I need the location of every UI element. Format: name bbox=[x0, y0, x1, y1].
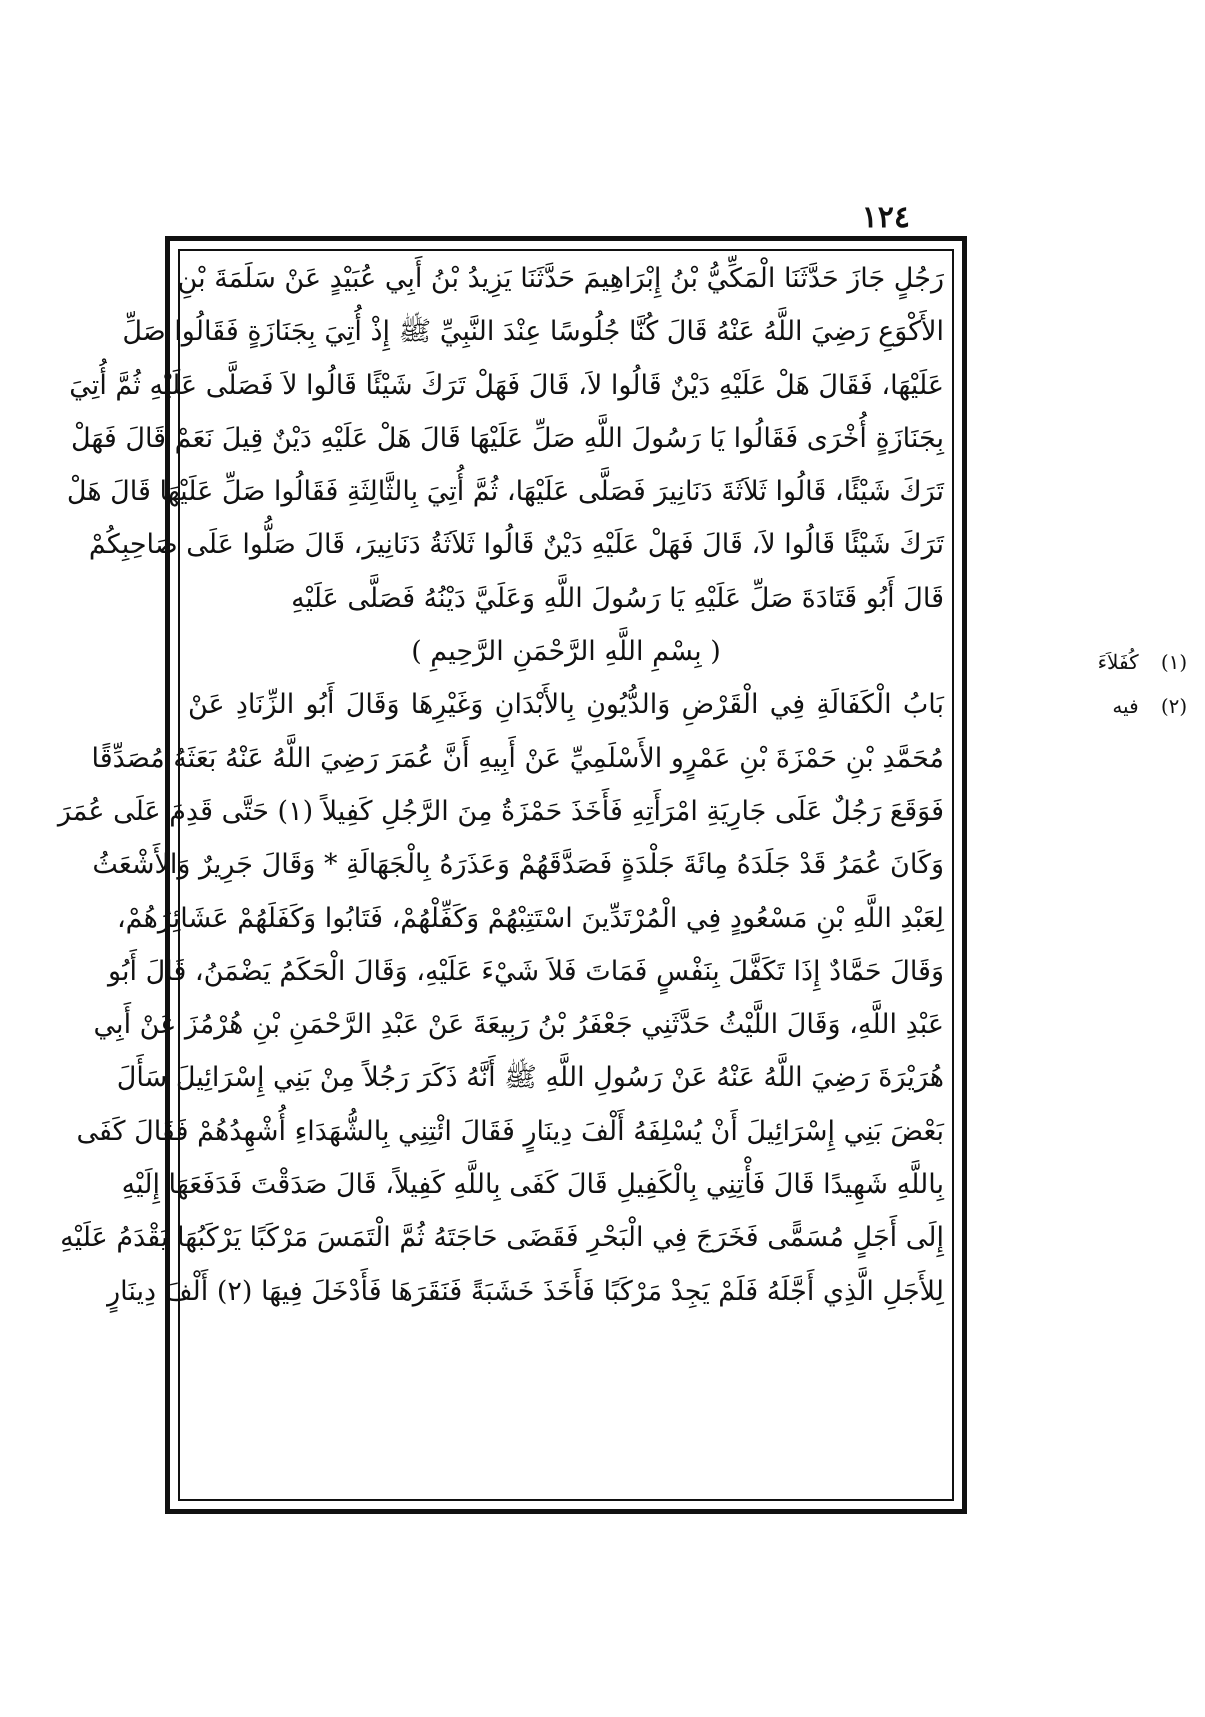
margin-note-text: كُفَلاَءَ bbox=[1097, 650, 1139, 674]
page-number: ١٢٤ bbox=[861, 200, 910, 235]
text-line: بِجَنَازَةٍ أُخْرَى فَقَالُوا يَا رَسُولَ اللَّهِ صَلِّ عَلَيْهَا قَالَ هَلْ عَلَيْهِ دَيْنٌ قِيلَ نَعَمْ قَالَ فَهَلْ bbox=[70, 422, 944, 454]
text-line: تَرَكَ شَيْئًا قَالُوا لاَ، قَالَ فَهَلْ عَلَيْهِ دَيْنٌ قَالُوا ثَلاَثَةُ دَنَانِيرَ، قَالَ صَلُّوا عَلَى صَاحِبِكُمْ bbox=[88, 529, 944, 561]
chapter-heading-line: بَابُ الْكَفَالَةِ فِي الْقَرْضِ وَالدُّيُونِ بِالأَبْدَانِ وَغَيْرِهَا وَقَالَ أَبُو الزِّنَادِ عَنْ bbox=[188, 689, 944, 721]
margin-note-text: فيه bbox=[1112, 694, 1139, 718]
margin-notes bbox=[925, 640, 1195, 728]
text-line: الأَكْوَعِ رَضِيَ اللَّهُ عَنْهُ قَالَ كُنَّا جُلُوسًا عِنْدَ النَّبِيِّ ﷺ إِذْ أُتِيَ بِجَنَازَةٍ فَقَالُوا صَلِّ bbox=[122, 316, 944, 348]
text-line: لِلأَجَلِ الَّذِي أَجَّلَهُ فَلَمْ يَجِدْ مَرْكَبًا فَأَخَذَ خَشَبَةً فَنَقَرَهَا فَأَدْخَلَ فِيهَا (٢) أَلْفَ دِينَارٍ bbox=[107, 1275, 944, 1307]
margin-note bbox=[925, 640, 1195, 684]
text-line: قَالَ أَبُو قَتَادَةَ صَلِّ عَلَيْهِ يَا رَسُولَ اللَّهِ وَعَلَيَّ دَيْنُهُ فَصَلَّى عَلَيْهِ bbox=[291, 582, 944, 614]
text-line: مُحَمَّدِ بْنِ حَمْزَةَ بْنِ عَمْرٍو الأَسْلَمِيِّ عَنْ أَبِيهِ أَنَّ عُمَرَ رَضِيَ اللَّهُ عَنْهُ بَعَثَهُ مُصَدِّقًا bbox=[91, 742, 944, 774]
text-line: بِاللَّهِ شَهِيدًا قَالَ فَأْتِنِي بِالْكَفِيلِ قَالَ كَفَى بِاللَّهِ كَفِيلاً، قَالَ صَدَقْتَ فَدَفَعَهَا إِلَيْهِ bbox=[121, 1169, 944, 1201]
text-line: وَكَانَ عُمَرُ قَدْ جَلَدَهُ مِائَةَ جَلْدَةٍ فَصَدَّقَهُمْ وَعَذَرَهُ بِالْجَهَالَةِ * وَقَالَ جَرِيرٌ وَالأَشْعَثُ bbox=[92, 849, 944, 881]
text-line: عَلَيْهَا، فَقَالَ هَلْ عَلَيْهِ دَيْنٌ قَالُوا لاَ، قَالَ فَهَلْ تَرَكَ شَيْئًا قَالُوا لاَ فَصَلَّى عَلَيْهِ ثُمَّ أُتِيَ bbox=[69, 369, 944, 401]
text-line: تَرَكَ شَيْئًا، قَالُوا ثَلاَثَةَ دَنَانِيرَ فَصَلَّى عَلَيْهَا، ثُمَّ أُتِيَ بِالثَّالِثَةِ فَقَالُوا صَلِّ عَلَيْهَا قَالَ هَلْ bbox=[66, 476, 944, 508]
text-line: إِلَى أَجَلٍ مُسَمًّى فَخَرَجَ فِي الْبَحْرِ فَقَضَى حَاجَتَهُ ثُمَّ الْتَمَسَ مَرْكَبًا يَرْكَبُهَا يَقْدَمُ عَلَيْهِ bbox=[60, 1222, 944, 1254]
margin-note-number: (٢) bbox=[1160, 694, 1188, 718]
basmala-line: ( بِسْمِ اللَّهِ الرَّحْمَنِ الرَّحِيمِ ) bbox=[411, 636, 721, 668]
text-line: لِعَبْدِ اللَّهِ بْنِ مَسْعُودٍ فِي الْمُرْتَدِّينَ اسْتَتِبْهُمْ وَكَفِّلْهُمْ، فَتَابُوا وَكَفَلَهُمْ عَشَائِرُهُمْ، bbox=[116, 902, 944, 934]
margin-note bbox=[925, 684, 1195, 728]
text-line: فَوَقَعَ رَجُلٌ عَلَى جَارِيَةِ امْرَأَتِهِ فَأَخَذَ حَمْزَةُ مِنَ الرَّجُلِ كَفِيلاً (١) حَتَّى قَدِمَ عَلَى عُمَرَ bbox=[57, 795, 944, 827]
main-text bbox=[57, 252, 944, 1318]
margin-note-number: (١) bbox=[1160, 650, 1188, 674]
text-line: رَجُلٍ جَازَ حَدَّثَنَا الْمَكِّيُّ بْنُ إِبْرَاهِيمَ حَدَّثَنَا يَزِيدُ بْنُ أَبِي عُبَيْدٍ عَنْ سَلَمَةَ بْنِ bbox=[177, 263, 944, 294]
text-line: بَعْضَ بَنِي إِسْرَائِيلَ أَنْ يُسْلِفَهُ أَلْفَ دِينَارٍ فَقَالَ ائْتِنِي بِالشُّهَدَاءِ أُشْهِدُهُمْ فَقَالَ كَفَى bbox=[76, 1115, 944, 1147]
text-line: وَقَالَ حَمَّادٌ إِذَا تَكَفَّلَ بِنَفْسٍ فَمَاتَ فَلاَ شَيْءَ عَلَيْهِ، وَقَالَ الْحَكَمُ يَضْمَنُ، قَالَ أَبُو bbox=[108, 955, 944, 987]
text-line: هُرَيْرَةَ رَضِيَ اللَّهُ عَنْهُ عَنْ رَسُولِ اللَّهِ ﷺ أَنَّهُ ذَكَرَ رَجُلاً مِنْ بَنِي إِسْرَائِيلَ سَأَلَ bbox=[116, 1062, 944, 1094]
text-line: عَبْدِ اللَّهِ، وَقَالَ اللَّيْثُ حَدَّثَنِي جَعْفَرُ بْنُ رَبِيعَةَ عَنْ عَبْدِ الرَّحْمَنِ بْنِ هُرْمُزَ عَنْ أَبِي bbox=[93, 1009, 944, 1041]
